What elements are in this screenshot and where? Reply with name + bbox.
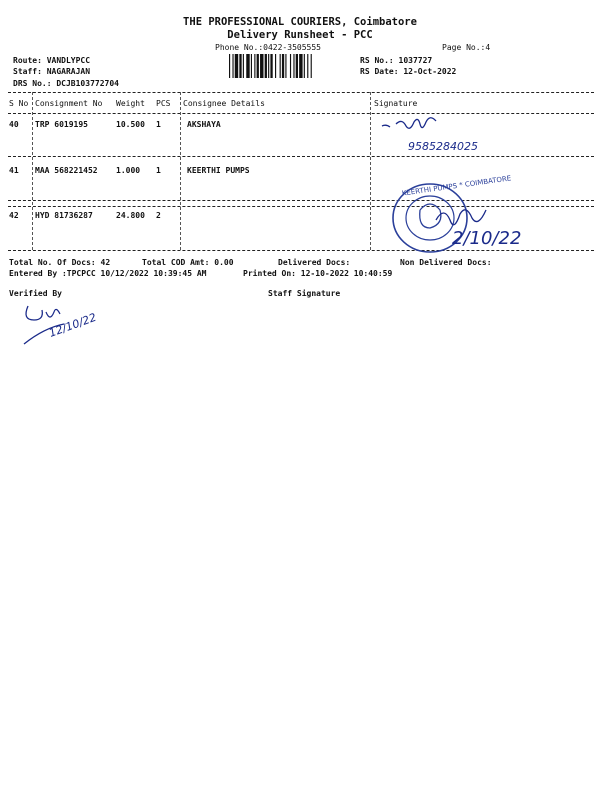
delivered-docs: Delivered Docs: <box>278 258 351 267</box>
cell-pcs: 1 <box>156 120 161 129</box>
cell-weight: 1.000 <box>116 166 141 175</box>
barcode-bar <box>280 54 281 78</box>
runsheet-title: Delivery Runsheet - PCC <box>227 29 373 41</box>
column-divider <box>180 92 181 250</box>
barcode-bar <box>268 54 269 78</box>
barcode-bar <box>311 54 312 78</box>
staff-signature-label: Staff Signature <box>268 289 341 298</box>
barcode <box>229 54 355 78</box>
barcode-bar <box>265 54 267 78</box>
cell-sno: 40 <box>9 120 19 129</box>
cell-consignment: TRP 6019195 <box>35 120 88 129</box>
route-label: Route: VANDLYPCC <box>13 56 91 65</box>
cell-weight: 24.800 <box>116 211 145 220</box>
barcode-bar <box>307 54 308 78</box>
handwritten-date: 2/10/22 <box>452 228 522 249</box>
phone-number: Phone No.:0422-3505555 <box>215 43 321 52</box>
barcode-bar <box>239 54 241 78</box>
barcode-bar <box>290 54 291 78</box>
company-title: THE PROFESSIONAL COURIERS, Coimbatore <box>183 16 417 28</box>
signature-row-42 <box>432 200 542 254</box>
barcode-bar <box>260 54 263 78</box>
col-sno: S No <box>9 99 29 108</box>
printed-on: Printed On: 12-10-2022 10:40:59 <box>243 269 393 278</box>
verified-by-label: Verified By <box>9 289 62 298</box>
non-delivered-docs: Non Delivered Docs: <box>400 258 492 267</box>
barcode-bar <box>229 54 230 78</box>
page-number: Page No.:4 <box>442 43 491 52</box>
barcode-bar <box>235 54 238 78</box>
cell-consignment: MAA 568221452 <box>35 166 98 175</box>
total-docs: Total No. Of Docs: 42 <box>9 258 111 267</box>
cell-weight: 10.500 <box>116 120 145 129</box>
barcode-bar <box>285 54 286 78</box>
handwritten-phone: 9585284025 <box>408 140 478 153</box>
cell-consignment: HYD 81736287 <box>35 211 93 220</box>
barcode-bar <box>296 54 298 78</box>
verified-signature <box>18 298 118 357</box>
barcode-bar <box>293 54 294 78</box>
cell-sno: 41 <box>9 166 19 175</box>
signature-row-40 <box>380 114 510 158</box>
rs-number: RS No.: 1037727 <box>360 56 433 65</box>
table-top-rule <box>8 92 594 93</box>
barcode-bar <box>275 54 276 78</box>
barcode-bar <box>270 54 272 78</box>
barcode-bar <box>251 54 252 78</box>
cell-consignee: AKSHAYA <box>187 120 221 129</box>
staff-label: Staff: NAGARAJAN <box>13 67 91 76</box>
barcode-bar <box>246 54 249 78</box>
barcode-bar <box>282 54 284 78</box>
handwritten-verified-date: 12/10/22 <box>47 310 99 340</box>
col-weight: Weight <box>116 99 145 108</box>
drs-number: DRS No.: DCJB103772704 <box>13 79 119 88</box>
col-pcs: PCS <box>156 99 171 108</box>
entered-by: Entered By :TPCPCC 10/12/2022 10:39:45 AM <box>9 269 207 278</box>
cell-pcs: 1 <box>156 166 161 175</box>
barcode-bar <box>254 54 255 78</box>
rs-date: RS Date: 12-Oct-2022 <box>360 67 457 76</box>
barcode-bar <box>243 54 244 78</box>
column-divider <box>370 92 371 250</box>
column-divider <box>32 92 33 250</box>
barcode-bar <box>257 54 259 78</box>
stamp-text: KEERTHI PUMPS * COIMBATORE <box>401 174 512 198</box>
cell-sno: 42 <box>9 211 19 220</box>
total-cod: Total COD Amt: 0.00 <box>142 258 234 267</box>
barcode-bar <box>232 54 233 78</box>
barcode-bar <box>304 54 305 78</box>
col-consignee: Consignee Details <box>183 99 265 108</box>
col-consignment: Consignment No <box>35 99 103 108</box>
cell-consignee: KEERTHI PUMPS <box>187 166 250 175</box>
barcode-bar <box>299 54 302 78</box>
col-signature: Signature <box>374 99 418 108</box>
cell-pcs: 2 <box>156 211 161 220</box>
